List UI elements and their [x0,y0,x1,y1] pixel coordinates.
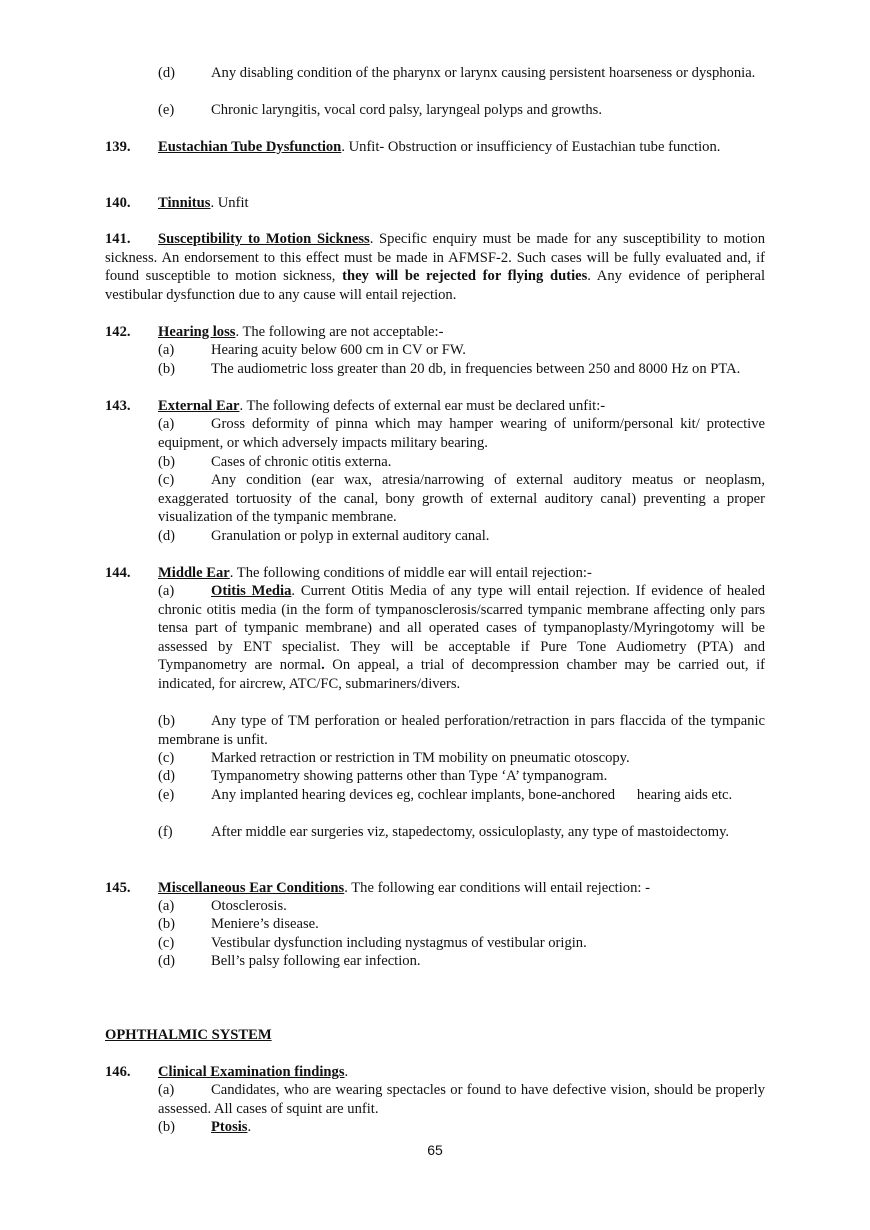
list-item [158,453,765,472]
para-140 [105,194,765,213]
para-text: . The following are not acceptable:- [235,324,444,340]
para-title: Susceptibility to Motion Sickness [158,231,370,247]
list-item [158,952,765,971]
list-item-ptosis [158,1118,765,1137]
item-text: Chronic laryngitis, vocal cord palsy, laryngeal polyps and growths. [211,102,602,118]
para-title: External Ear [158,398,240,414]
para-145 [105,879,765,898]
item-label: (d) [158,528,176,544]
para-number: 140. [105,195,131,211]
item-text: Bell’s palsy following ear infection. [211,953,421,969]
item-text: Tympanometry showing patterns other than Type ‘A’ tympanogram. [211,768,608,784]
para-number: 144. [105,565,131,581]
item-label: (a) [158,342,175,358]
item-label: (a) [158,583,175,599]
list-item [158,823,765,842]
list-item [158,341,765,360]
list-item [158,915,765,934]
para-bold-text: they will be rejected for flying duties [342,268,588,285]
list-item [158,527,765,546]
item-label: (c) [158,472,175,488]
list-item [158,767,765,786]
para-text: . Specific enquiry must be made for any susceptibility to motion sickness. An endorsement to this effect must be made in AFMSF-2. Such cases will be fully evaluated and, if found susceptible to motion sickness, [105,231,766,285]
para-title: Middle Ear [158,565,230,581]
para-text: . Unfit- Obstruction or insufficiency of Eustachian tube function. [341,139,721,155]
list-item [158,934,765,953]
para-text-cont: . Any evidence of peripheral vestibular dysfunction due to any cause will entail rejection. [105,268,765,303]
item-text: . [247,1119,252,1135]
list-item [158,360,765,379]
item-label: (b) [158,454,176,470]
item-text: Any implanted hearing devices eg, cochlear implants, bone-anchored hearing aids etc. [211,787,733,803]
section-heading [105,1026,765,1045]
para-number: 145. [105,880,131,896]
para-title: Tinnitus [158,195,211,211]
item-label: (b) [158,713,176,729]
list-item [158,471,765,527]
item-label: (c) [158,935,175,951]
para-text: . [344,1064,349,1080]
item-label: (b) [158,1119,176,1135]
list-item [158,749,765,768]
para-143 [105,397,765,416]
para-number: 142. [105,324,131,340]
para-text: . Unfit [210,195,249,211]
para-number: 146. [105,1064,131,1080]
para-title: Hearing loss [158,324,236,340]
item-label: (b) [158,361,176,377]
item-d-pharynx [158,64,765,83]
list-item [158,415,765,452]
item-text: The audiometric loss greater than 20 db, in frequencies between 250 and 8000 Hz on PTA. [211,361,741,377]
item-label: (a) [158,416,175,432]
list-item [158,1081,765,1118]
item-bold-text: . [321,657,325,674]
item-text: Gross deformity of pinna which may hamper wearing of uniform/personal kit/ protective equipment, or which adversely impacts military bearing. [158,416,765,451]
para-text: . The following ear conditions will entail rejection: - [344,880,650,896]
item-label: (e) [158,787,175,803]
para-141 [105,230,765,304]
list-item-otitis-media [158,582,765,694]
para-142 [105,323,765,342]
section-title: OPHTHALMIC SYSTEM [105,1027,272,1043]
item-text: Hearing acuity below 600 cm in CV or FW. [211,342,466,358]
item-text: After middle ear surgeries viz, stapedectomy, ossiculoplasty, any type of mastoidectomy. [211,824,730,840]
para-title: Clinical Examination findings [158,1064,345,1080]
item-title: Ptosis [211,1119,248,1135]
para-139 [105,138,765,157]
item-text: Otosclerosis. [211,898,287,914]
item-text: Any type of TM perforation or healed perforation/retraction in pars flaccida of the tympanic membrane is unfit. [158,713,765,748]
item-text: Any disabling condition of the pharynx or larynx causing persistent hoarseness or dysphonia. [211,65,756,81]
item-text: Cases of chronic otitis externa. [211,454,392,470]
item-label: (d) [158,65,176,81]
item-text: Marked retraction or restriction in TM mobility on pneumatic otoscopy. [211,750,630,766]
para-number: 143. [105,398,131,414]
list-item [158,786,765,805]
item-label: (b) [158,916,176,932]
para-title: Eustachian Tube Dysfunction [158,139,342,155]
item-text: Candidates, who are wearing spectacles or found to have defective vision, should be properly assessed. All cases of squint are unfit. [158,1082,765,1117]
list-item [158,897,765,916]
item-text: Vestibular dysfunction including nystagmus of vestibular origin. [211,935,587,951]
item-label: (d) [158,768,176,784]
para-146 [105,1063,765,1082]
item-title: Otitis Media [211,583,292,599]
item-text: Granulation or polyp in external auditory canal. [211,528,490,544]
item-e-laryngitis [158,101,765,120]
item-label: (a) [158,1082,175,1098]
para-144 [105,564,765,583]
item-label: (a) [158,898,175,914]
item-label: (e) [158,102,175,118]
item-text: . Current Otitis Media of any type will entail rejection. If evidence of healed chronic otitis media (in the form of tympanosclerosis/scarred tympanic membrane affecting only pars tensa part of tympanic membrane) and all operated cases of tympanoplasty/Myringotomy will be assessed by ENT specialist. They will be acceptable if Pure Tone Audiometry (PTA) and Tympanometry are normal [158,583,765,674]
para-number: 139. [105,139,131,155]
list-item [158,712,765,749]
item-text: Any condition (ear wax, atresia/narrowing of external auditory meatus or neoplasm, exaggerated tortuosity of the canal, bony growth of external auditory canal) preventing a proper visualization of the tympanic membrane. [158,472,765,526]
page-number: 65 [427,1142,443,1158]
para-text: . The following defects of external ear must be declared unfit:- [239,398,606,414]
item-label: (f) [158,824,173,840]
para-title: Miscellaneous Ear Conditions [158,880,345,896]
para-number: 141. [105,231,131,247]
para-text: . The following conditions of middle ear will entail rejection:- [229,565,592,581]
item-label: (c) [158,750,175,766]
item-text: Meniere’s disease. [211,916,319,932]
item-text-cont: On appeal, a trial of decompression chamber may be carried out, if indicated, for aircrew, ATC/FC, submariners/divers. [158,657,765,692]
item-label: (d) [158,953,176,969]
